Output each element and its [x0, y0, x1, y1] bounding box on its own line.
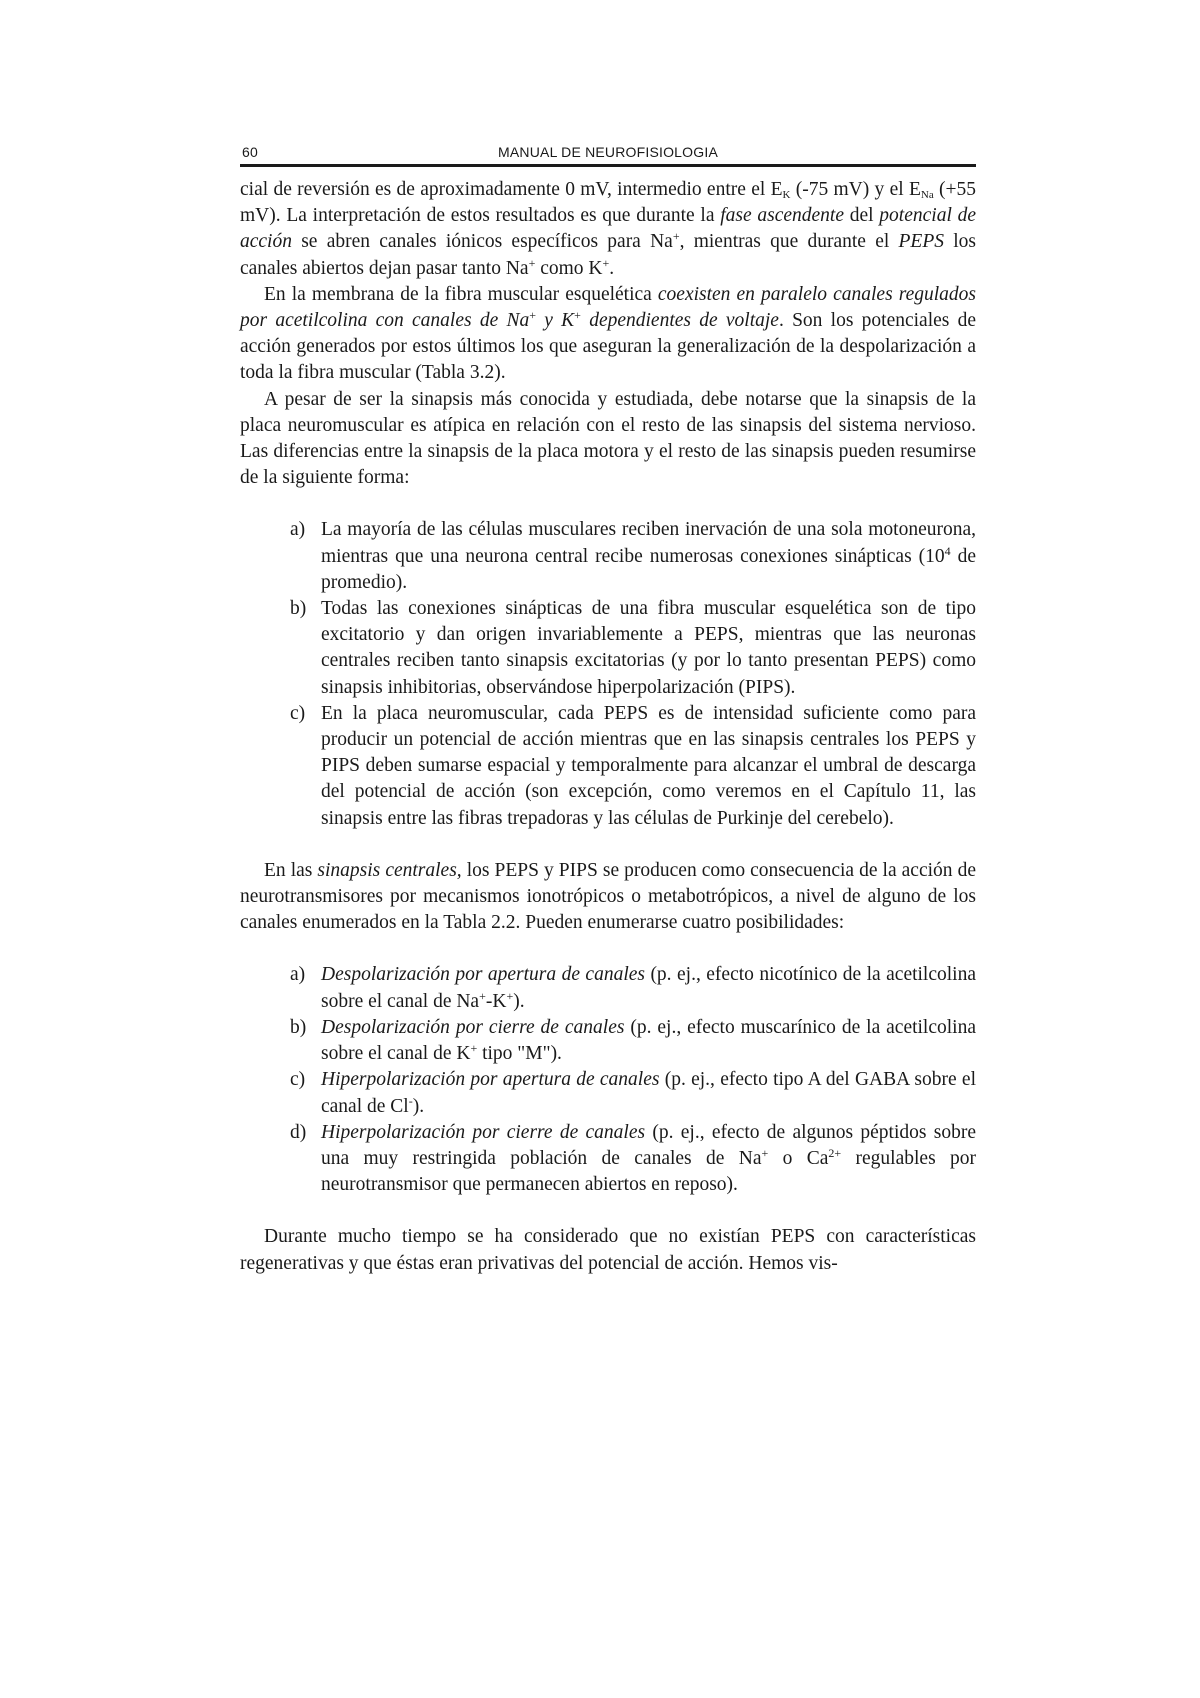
text-run: .	[609, 257, 615, 279]
text-run: los canales abiertos dejan pasar tanto Na	[240, 231, 976, 279]
possibilities-list	[240, 962, 976, 1198]
list-marker: a)	[290, 519, 306, 541]
subscript: K	[782, 189, 791, 201]
text-run: (+55 mV). La interpretación de estos resultados es que durante la	[240, 179, 977, 227]
text-run: En las	[264, 859, 318, 881]
list-item	[290, 962, 976, 1014]
italic-term: Hiperpolarización por apertura de canales	[321, 1069, 660, 1091]
paragraph-synapse-differences: A pesar de ser la sinapsis más conocida y estudiada, debe notarse que la sinapsis de la placa neuromuscular es atípica en relación con el resto de las sinapsis del sistema nervioso. Las diferencias entre la sinapsis de la placa motora y el resto de las sinapsis pueden resumirse de la siguiente forma:	[240, 388, 976, 489]
running-header	[240, 142, 976, 167]
text-run: , mientras que durante el	[679, 231, 899, 253]
text-run: tipo "M").	[477, 1043, 562, 1065]
differences-list	[240, 517, 976, 831]
text-run: En la placa neuromuscular, cada PEPS es de intensidad suficiente como para producir un potencial de acción mientras que en las sinapsis centrales los PEPS y PIPS deben sumarse espacial y temporalmente para alcanzar el umbral de descarga del potencial de acción (son excepción, como veremos en el Capítulo 11, las sinapsis entre las fibras trepadoras y las células de Purkinje del cerebelo).	[321, 702, 976, 829]
text-run: (p. ej., efecto de algunos péptidos sobre una muy restringida población de canales de Na	[321, 1121, 976, 1169]
superscript: 2+	[828, 1145, 842, 1160]
text-run: regulables por neurotransmisor que permanecen abiertos en reposo).	[321, 1147, 976, 1196]
book-page	[240, 142, 976, 1277]
list-marker: d)	[290, 1121, 307, 1143]
superscript: +	[672, 229, 680, 244]
text-run: (p. ej., efecto muscarínico de la acetilcolina sobre el canal de K	[321, 1016, 976, 1065]
italic-term: Despolarización por apertura de canales	[321, 964, 645, 986]
italic-term: Hiperpolarización por cierre de canales	[321, 1121, 646, 1143]
text-run: ).	[412, 1095, 425, 1117]
superscript: -	[408, 1093, 413, 1108]
text-run: -K	[485, 990, 507, 1012]
italic-term: Despolarización por cierre de canales	[321, 1016, 625, 1038]
text-run: (p. ej., efecto tipo A del GABA sobre el canal de Cl	[321, 1069, 976, 1117]
paragraph-muscle-membrane	[240, 282, 976, 387]
text-run: del	[844, 205, 880, 227]
text-run: o Ca	[768, 1147, 829, 1169]
text-run: los PEPS y PIPS se producen como consecuencia de la acción de neurotransmisores por mecanismos ionotrópicos o metabotrópicos, a nivel de alguno de los canales enumerados en la Tabla 2.2. Pueden enumerarse cuatro posibilidades:	[240, 859, 976, 934]
text-run: cial de reversión es de aproximadamente 0 mV, intermedio entre el E	[240, 179, 783, 200]
text-run: como K	[535, 257, 603, 279]
italic-term: fase ascendente	[720, 205, 844, 227]
superscript: +	[574, 308, 581, 323]
text-run: (p. ej., efecto nicotínico de la acetilcolina sobre el canal de Na	[321, 964, 976, 1012]
list-marker: b)	[290, 598, 307, 620]
superscript: 4	[944, 543, 951, 558]
text-run: de promedio).	[321, 545, 976, 593]
italic-term: potencial de acción	[240, 205, 976, 253]
list-item	[290, 517, 976, 596]
text-run: En la membrana de la fibra muscular esquelética	[264, 283, 658, 305]
italic-term: y K	[536, 310, 575, 332]
list-item	[290, 701, 976, 832]
list-item	[290, 1120, 976, 1199]
body-text	[240, 177, 976, 1277]
text-run: . Son los potenciales de acción generados por estos últimos los que aseguran la generalización de la despolarización a toda la fibra muscular (Tabla 3.2).	[240, 310, 977, 384]
text-run: La mayoría de las células musculares reciben inervación de una sola motoneurona, mientras que una neurona central recibe numerosas conexiones sinápticas (10	[321, 519, 976, 567]
text-run: (-75 mV) y el E	[790, 179, 921, 200]
superscript: +	[602, 255, 610, 270]
text-run: Todas las conexiones sinápticas de una fibra muscular esquelética son de tipo excitatorio y dan origen invariablemente a PEPS, mientras que las neuronas centrales reciben tanto sinapsis excitatorias (y por lo tanto presentan PEPS) como sinapsis inhibitorias, observándose hiperpolarización (PIPS).	[321, 598, 976, 698]
list-item	[290, 596, 976, 701]
superscript: +	[470, 1041, 478, 1056]
superscript: +	[479, 988, 486, 1003]
superscript: +	[506, 988, 514, 1003]
paragraph-central-synapses	[240, 858, 976, 937]
text-run: se abren canales iónicos específicos para Na	[291, 231, 673, 253]
superscript: +	[528, 255, 536, 270]
superscript: +	[761, 1145, 769, 1160]
superscript: +	[529, 308, 537, 323]
running-title: MANUAL DE NEUROFISIOLOGIA	[498, 144, 718, 160]
italic-term: dependientes de voltaje	[580, 310, 779, 332]
list-marker: c)	[290, 1069, 306, 1091]
page-number: 60	[242, 144, 258, 160]
paragraph-regenerative-peps: Durante mucho tiempo se ha considerado que no existían PEPS con características regenerativas y que éstas eran privativas del potencial de acción. Hemos vis-	[240, 1226, 976, 1274]
italic-term: PEPS	[898, 231, 944, 253]
list-marker: b)	[290, 1016, 307, 1038]
text-run: ).	[513, 990, 525, 1012]
italic-term: sinapsis centrales,	[317, 859, 462, 881]
list-item	[290, 1067, 976, 1119]
list-marker: a)	[290, 964, 306, 986]
subscript: Na	[920, 189, 934, 201]
italic-term: coexisten en paralelo canales regulados por acetilcolina con canales de Na	[240, 283, 976, 332]
paragraph-reversal-potential	[240, 177, 976, 282]
list-marker: c)	[290, 702, 306, 724]
list-item	[290, 1015, 976, 1067]
